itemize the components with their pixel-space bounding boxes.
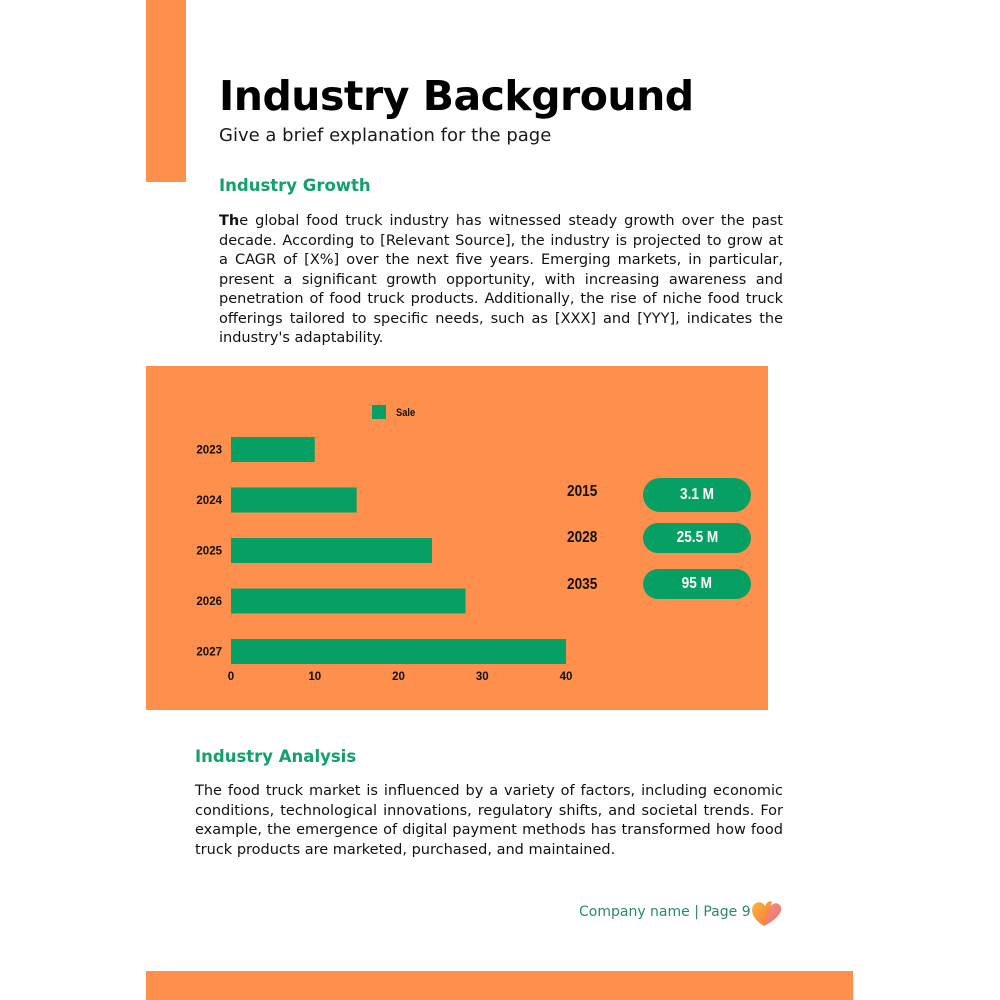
category-label: 2027 xyxy=(196,646,222,659)
category-label: 2023 xyxy=(196,444,222,457)
x-tick-label: 10 xyxy=(308,671,322,683)
stat-value-pill: 25.5 M xyxy=(643,523,751,553)
footer-page-label: Company name | Page 9 xyxy=(579,904,751,920)
page-subtitle: Give a brief explanation for the page xyxy=(219,125,552,146)
bar-2023 xyxy=(231,437,315,462)
decorative-bottom-bar xyxy=(146,971,853,1000)
stat-year: 2015 xyxy=(567,483,598,500)
stat-value-pill: 95 M xyxy=(643,569,751,599)
x-tick-label: 30 xyxy=(475,671,489,683)
stat-value-pill: 3.1 M xyxy=(643,478,751,512)
x-tick-label: 0 xyxy=(227,671,235,683)
category-label: 2026 xyxy=(196,596,222,608)
industry-analysis-heading: Industry Analysis xyxy=(195,747,357,766)
x-tick-label: 40 xyxy=(559,671,573,683)
legend-swatch xyxy=(372,405,386,419)
page-title: Industry Background xyxy=(219,72,694,120)
bar-2027 xyxy=(231,639,566,664)
category-label: 2024 xyxy=(196,495,222,507)
bar-2025 xyxy=(231,538,432,563)
bar-2026 xyxy=(231,589,466,614)
growth-text: e global food truck industry has witnessed steady growth over the past decade. According to [Relevant Source], the industry is projected to grow at a CAGR of [X%] over the next five years. Emerging markets, in particular, present a significant growth opportunity, with increasing awareness and penetration of food truck products. Additionally, the rise of niche food truck offerings tailored to specific needs, such as [XXX] and [YYY], indicates the industry's adaptability. xyxy=(219,213,783,346)
x-tick-label: 20 xyxy=(392,671,405,683)
heart-logo-icon xyxy=(750,898,784,928)
category-label: 2025 xyxy=(196,545,222,558)
legend-label: Sale xyxy=(396,407,416,420)
bar-2024 xyxy=(231,488,357,513)
sales-chart-panel xyxy=(146,366,768,710)
stat-year: 2035 xyxy=(567,576,598,593)
industry-growth-paragraph xyxy=(219,212,783,349)
drop-lead: Th xyxy=(219,213,240,229)
industry-analysis-paragraph: The food truck market is influenced by a variety of factors, including economic conditions, technological innovations, regulatory shifts, and societal trends. For example, the emergence of digital payment methods has transformed how food truck products are marketed, purchased, and maintained. xyxy=(195,783,783,858)
stat-year: 2028 xyxy=(567,529,598,546)
industry-growth-heading: Industry Growth xyxy=(219,176,371,195)
decorative-side-bar xyxy=(146,0,186,182)
